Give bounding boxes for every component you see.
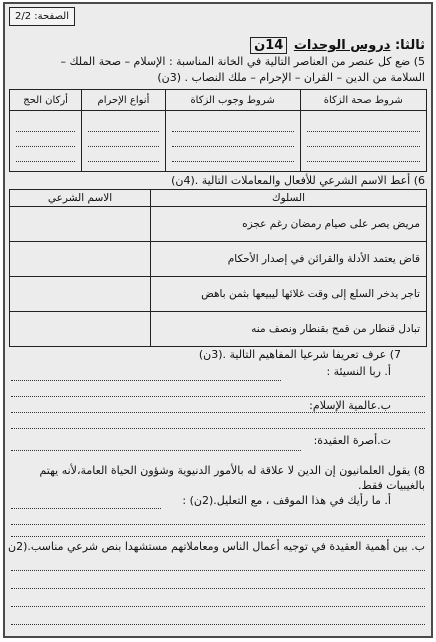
answer-line[interactable] [11, 536, 425, 537]
q8-prompt-line1: 8) يقول العلمانيون إن الدين لا علاقة له بالأمور الدنيوية وشؤون الحياة العامة،لأنه يهتم [39, 464, 425, 477]
answer-line[interactable] [11, 412, 425, 413]
q6-behavior-cell: مريض يصر على صيام رمضان رغم عجزه [151, 207, 427, 242]
answer-line[interactable] [11, 624, 425, 625]
answer-line[interactable] [11, 588, 425, 589]
q8-item-b: ب. بين أهمية العقيدة في توجيه أعمال الناس ومعاملاتهم مستشهدا بنص شرعي مناسب.(2ن [8, 540, 425, 553]
q7-item-a: أ. ربا النسيئة : [326, 365, 391, 378]
q6-answer-cell[interactable] [10, 277, 151, 312]
q5-col-header: شروط صحة الزكاة [300, 90, 426, 111]
page-number-box: الصفحة: 2/2 [9, 7, 75, 26]
q6-answer-cell[interactable] [10, 242, 151, 277]
q6-col-name: الاسم الشرعي [10, 190, 151, 207]
q6-behavior-cell: تبادل قنطار من قمح بقنطار ونصف منه [151, 312, 427, 347]
q5-col-header: أركان الحج [10, 90, 82, 111]
q5-prompt-line1: 5) ضع كل عنصر من العناصر التالية في الخانة المناسبة : الإسلام – صحة الملك – [60, 55, 425, 68]
q8-prompt-line2: بالغيبيات فقط. [358, 479, 425, 492]
q5-answer-cell[interactable] [82, 111, 165, 172]
answer-line[interactable] [11, 380, 281, 381]
q8-item-a: أ. ما رأيك في هذا الموقف ، مع التعليل.(2ن) : [182, 494, 391, 507]
q5-answer-cell[interactable] [10, 111, 82, 172]
answer-line[interactable] [11, 428, 425, 429]
q6-behavior-cell: تاجر يدخر السلع إلى وقت غلائها ليبيعها بثمن باهض [151, 277, 427, 312]
answer-line[interactable] [11, 606, 425, 607]
q5-col-header: أنواع الإحرام [82, 90, 165, 111]
q5-answer-cell[interactable] [300, 111, 426, 172]
answer-line[interactable] [11, 524, 425, 525]
q6-answer-cell[interactable] [10, 207, 151, 242]
answer-line[interactable] [11, 450, 301, 451]
q6-col-behavior: السلوك [151, 190, 427, 207]
exam-page [3, 2, 433, 638]
q7-prompt: 7) عرف تعريفا شرعيا المفاهيم التالية .(3ن) [198, 348, 401, 361]
section-heading: دروس الوحدات [293, 38, 391, 53]
section-number: ثالثا: [394, 38, 425, 53]
q5-prompt-line2: السلامة من الدين – القران – الإحرام – ملك النصاب . (3ن) [157, 71, 425, 84]
answer-line[interactable] [11, 570, 425, 571]
q6-prompt: 6) أعط الاسم الشرعي للأفعال والمعاملات التالية .(4ن) [171, 174, 425, 187]
answer-line[interactable] [11, 396, 425, 397]
q7-item-c: ت.أصرة العقيدة: [313, 434, 391, 447]
q5-col-header: شروط وجوب الزكاة [165, 90, 300, 111]
q7-item-b: ب.عالمية الإسلام: [309, 399, 391, 412]
section-score: 14ن [250, 37, 287, 54]
answer-line[interactable] [11, 508, 161, 509]
q6-behavior-cell: قاض يعتمد الأدلة والقرائن في إصدار الأحكام [151, 242, 427, 277]
q5-table [9, 89, 427, 172]
q6-answer-cell[interactable] [10, 312, 151, 347]
q5-answer-cell[interactable] [165, 111, 300, 172]
section-title [248, 37, 425, 54]
q6-table [9, 189, 427, 347]
